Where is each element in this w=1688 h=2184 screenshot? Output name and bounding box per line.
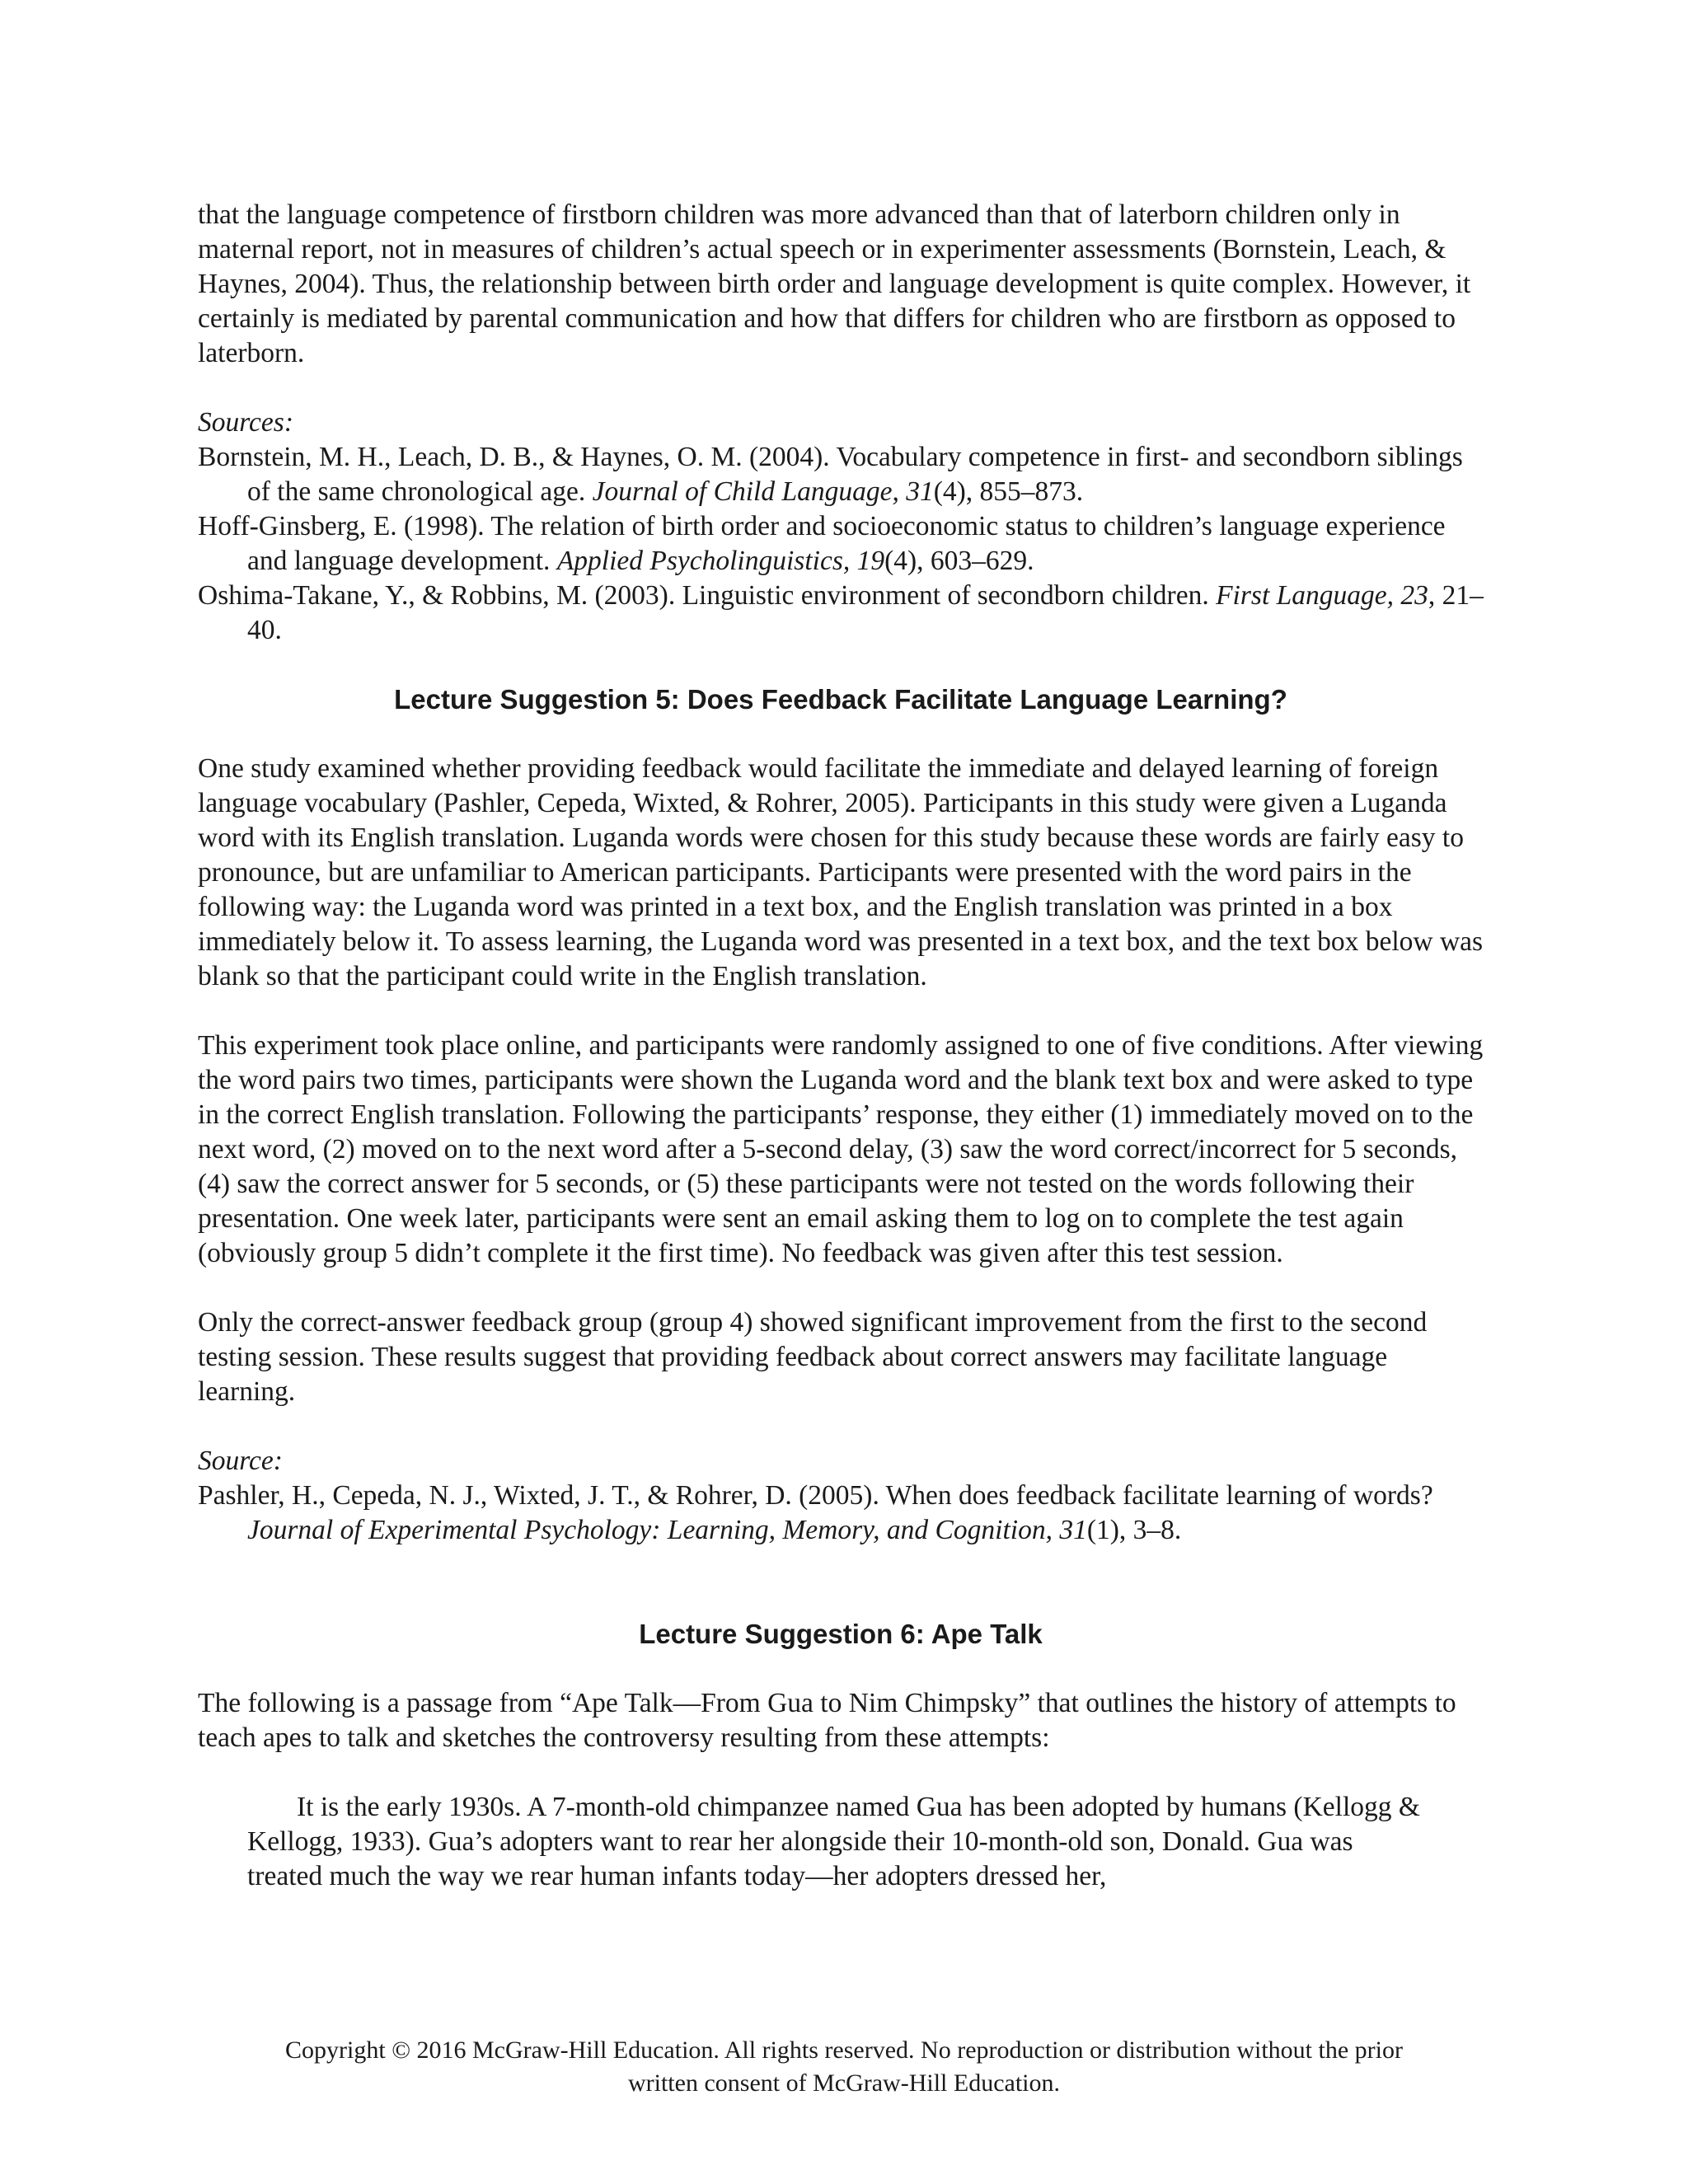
reference-entry: Oshima-Takane, Y., & Robbins, M. (2003). Linguistic environment of secondborn children. First Language, 23, 21–40. (198, 580, 1484, 645)
block-quote: It is the early 1930s. A 7-month-old chimpanzee named Gua has been adopted by humans (Kellogg & Kellogg, 1933). Gua’s adopters want to rear her alongside their 10-month-old son, Donald. Gua was treated much the way we rear human infants today—her adopters dressed her, (247, 1792, 1420, 1891)
sources-label: Sources: (198, 407, 293, 438)
reference-entry: Pashler, H., Cepeda, N. J., Wixted, J. T., & Rohrer, D. (2005). When does feedback facilitate learning of words? Journal of Experimental Psychology: Learning, Memory, and Cognition, 31(1), 3–8. (198, 1480, 1433, 1545)
body-paragraph: This experiment took place online, and participants were randomly assigned to one of five conditions. After viewing the word pairs two times, participants were shown the Luganda word and the blank text box and were asked to type in the correct English translation. Following the participants’ response, they either (1) immediately moved on to the next word, (2) moved on to the next word after a 5-second delay, (3) saw the word correct/incorrect for 5 seconds, (4) saw the correct answer for 5 seconds, or (5) these participants were not tested on the words following their presentation. One week later, participants were sent an email asking them to log on to complete the test again (obviously group 5 didn’t complete it the first time). No feedback was given after this test session. (198, 1030, 1484, 1268)
source-label: Source: (198, 1446, 283, 1476)
body-paragraph: One study examined whether providing feedback would facilitate the immediate and delayed learning of foreign language vocabulary (Pashler, Cepeda, Wixted, & Rohrer, 2005). Participants in this study were given a Luganda word with its English translation. Luganda words were chosen for this study because these words are fairly easy to pronounce, but are unfamiliar to American participants. Participants were presented with the word pairs in the following way: the Luganda word was printed in a text box, and the English translation was printed in a box immediately below it. To assess learning, the Luganda word was presented in a text box, and the text box below was blank so that the participant could write in the English translation. (198, 753, 1484, 991)
reference-entry: Hoff-Ginsberg, E. (1998). The relation of birth order and socioeconomic status to children’s language experience and language development. Applied Psycholinguistics, 19(4), 603–629. (198, 511, 1446, 576)
section-heading: Lecture Suggestion 5: Does Feedback Facilitate Language Learning? (394, 684, 1287, 715)
page-content (198, 198, 1484, 1894)
footer-line: written consent of McGraw-Hill Education. (627, 2069, 1061, 2097)
reference-entry: Bornstein, M. H., Leach, D. B., & Haynes, O. M. (2004). Vocabulary competence in first- and secondborn siblings of the same chronological age. Journal of Child Language, 31(4), 855–873. (198, 442, 1463, 507)
body-paragraph: Only the correct-answer feedback group (group 4) showed significant improvement from the first to the second testing session. These results suggest that providing feedback about correct answers may facilitate language learning. (198, 1307, 1428, 1407)
section-heading: Lecture Suggestion 6: Ape Talk (639, 1619, 1043, 1649)
footer-line: Copyright © 2016 McGraw-Hill Education. All rights reserved. No reproduction or distribution without the prior (285, 2036, 1403, 2064)
intro-paragraph: that the language competence of firstborn children was more advanced than that of laterborn children only in maternal report, not in measures of children’s actual speech or in experimenter assessments (Bornstein, Leach, & Haynes, 2004). Thus, the relationship between birth order and language development is quite complex. However, it certainly is mediated by parental communication and how that differs for children who are firstborn as opposed to laterborn. (198, 199, 1471, 368)
copyright-footer (0, 2034, 1688, 2100)
body-paragraph: The following is a passage from “Ape Talk—From Gua to Nim Chimpsky” that outlines the history of attempts to teach apes to talk and sketches the controversy resulting from these attempts: (198, 1688, 1456, 1753)
